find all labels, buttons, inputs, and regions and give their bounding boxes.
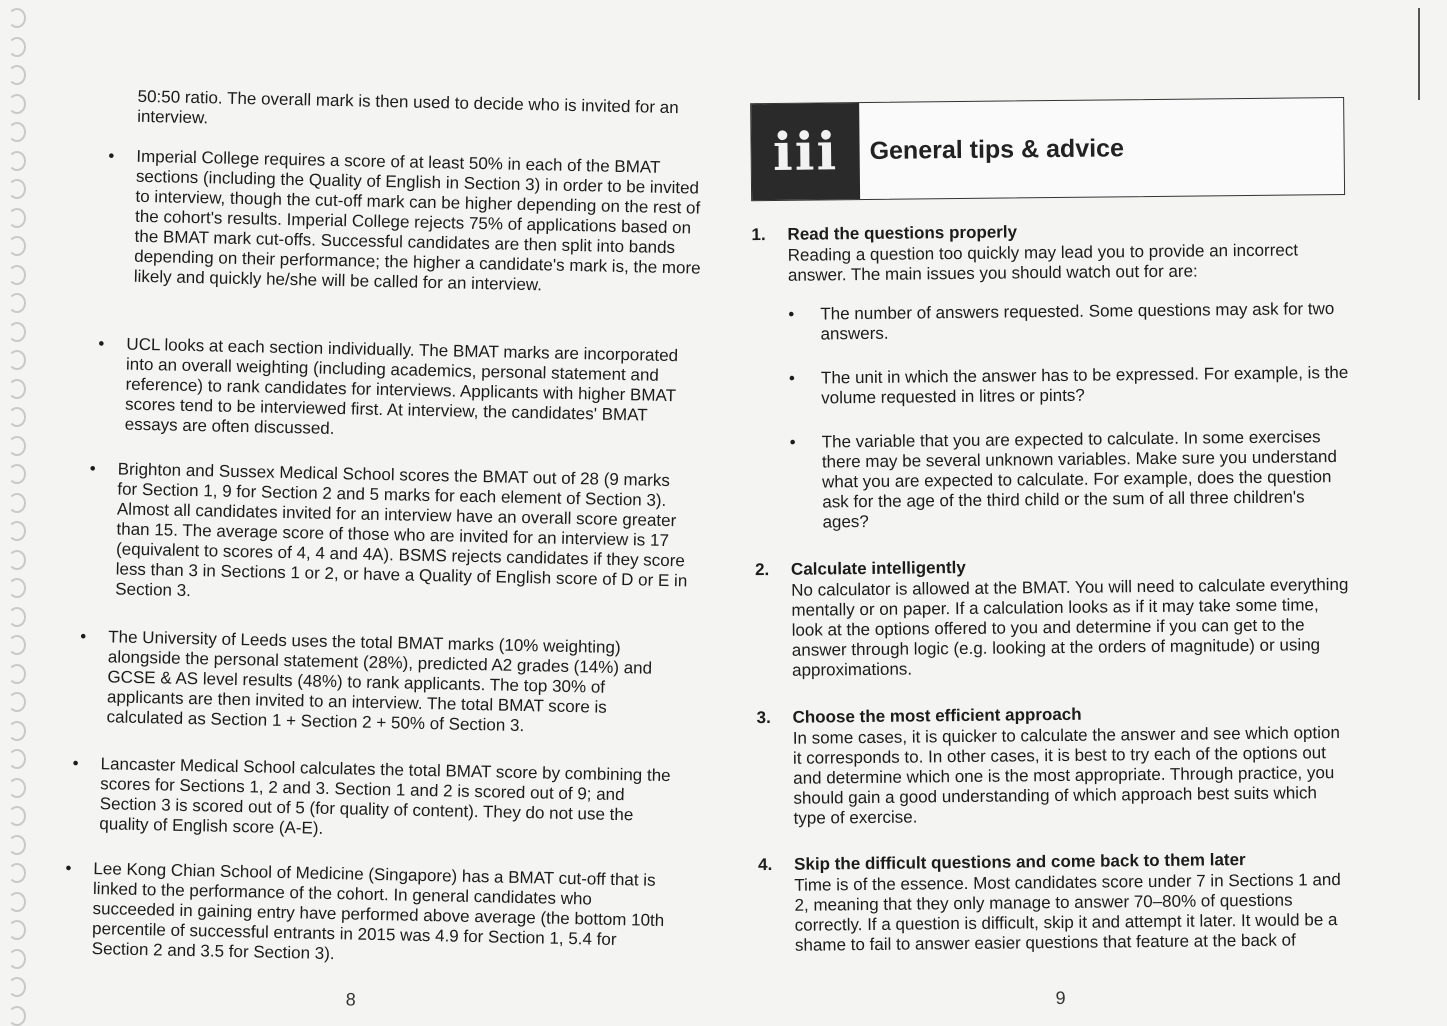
bullet-leeds	[80, 626, 683, 739]
bullet-text: The University of Leeds uses the total BMAT marks (10% weighting) alongside the personal statement (28%), predicted A2 grades (14%) and GCSE & AS level results (48%) to rank applicants. The top 30% of applicants are then invited to an interview. The total BMAT score is calculated as Section 1 + Section 2 + 50% of Section 3.	[106, 627, 653, 736]
spiral-binding	[0, 0, 40, 1023]
binding-ring-icon	[8, 778, 26, 798]
binding-ring-icon	[8, 350, 26, 370]
bullet-text: Lancaster Medical School calculates the total BMAT score by combining the scores for Sections 1, 2 and 3. Section 1 and 2 is scored out of 9; and Section 3 is scored out of 5 (for quality of content). They do not use the quality of English score (A-E).	[99, 754, 671, 838]
bullet-text: Lee Kong Chian School of Medicine (Singapore) has a BMAT cut-off that is linked to the performance of the cohort. In general candidates who succeeded in gaining entry have performed above average (the bottom 10th percentile of successful entrants in 2015 was 4.9 for Section 1, 5.4 for Section 2 and 3.5 for Section 3).	[91, 859, 665, 964]
binding-ring-icon	[8, 122, 26, 142]
bullet-text: UCL looks at each section individually. The BMAT marks are incorporated into an overall weighting (including academics, personal statement and reference) to rank candidates for interviews. Applicants with higher BMAT scores tend to be interviewed first. At interview, the candidates' BMAT essays are often discussed.	[124, 334, 679, 439]
binding-ring-icon	[8, 94, 26, 114]
binding-ring-icon	[8, 37, 26, 57]
sub-bullet-text: The number of answers requested. Some questions may ask for two answers.	[820, 299, 1335, 344]
binding-ring-icon	[8, 293, 26, 313]
tip-heading: Read the questions properly	[787, 222, 1018, 244]
binding-ring-icon	[8, 493, 26, 513]
bullet-brighton	[89, 458, 693, 611]
binding-ring-icon	[8, 550, 26, 570]
chapter-numeral-badge: iii	[751, 103, 860, 200]
binding-ring-icon	[8, 949, 26, 969]
binding-ring-icon	[8, 436, 26, 456]
bullet-ucl	[98, 334, 702, 447]
binding-ring-icon	[8, 607, 26, 627]
binding-ring-icon	[8, 863, 26, 883]
binding-ring-icon	[8, 322, 26, 342]
tip-number: 2.	[754, 560, 770, 580]
binding-ring-icon	[8, 721, 26, 741]
binding-ring-icon	[8, 749, 26, 769]
binding-ring-icon	[8, 664, 26, 684]
bullet-imperial	[108, 146, 712, 299]
binding-ring-icon	[8, 692, 26, 712]
tip-1-sub-bullet	[789, 427, 1351, 533]
bullet-dot-icon: •	[98, 334, 105, 354]
tip-heading: Calculate intelligently	[790, 557, 966, 579]
bullet-lancaster	[72, 753, 676, 846]
bullet-lee-kong-chian	[65, 858, 669, 971]
binding-ring-icon	[8, 920, 26, 940]
binding-ring-icon	[8, 8, 26, 28]
binding-ring-icon	[8, 407, 26, 427]
page-number-right: 9	[1055, 987, 1066, 1009]
bullet-dot-icon: •	[789, 432, 796, 452]
bullet-dot-icon: •	[80, 626, 87, 646]
bullet-dot-icon: •	[108, 146, 115, 166]
binding-ring-icon	[8, 208, 26, 228]
binding-ring-icon	[8, 892, 26, 912]
binding-ring-icon	[8, 464, 26, 484]
tip-1	[751, 219, 1351, 285]
bullet-dot-icon: •	[788, 368, 796, 388]
tip-2	[754, 554, 1355, 680]
tip-body: In some cases, it is quicker to calculate the answer and see which option it corresponds to. In other cases, it is best to try each of the options out and determine which one is the most appropriate. Through practice, you should gain a good understanding of which approach best suits which type of exercise.	[792, 723, 1340, 828]
tip-number: 4.	[757, 855, 773, 875]
tip-number: 3.	[756, 708, 771, 728]
tip-heading: Choose the most efficient approach	[792, 704, 1082, 727]
tip-body: Reading a question too quickly may lead you to provide an incorrect answer. The main issues you should watch out for are:	[787, 240, 1299, 285]
binding-ring-icon	[8, 265, 26, 285]
binding-ring-icon	[8, 806, 26, 826]
tip-1-sub-bullet	[788, 299, 1348, 345]
page-number-left: 8	[345, 989, 356, 1010]
chapter-title: General tips & advice	[869, 134, 1125, 165]
tip-heading: Skip the difficult questions and come back to them later	[793, 850, 1246, 874]
tip-3	[756, 702, 1356, 828]
binding-ring-icon	[8, 151, 26, 171]
binding-ring-icon	[8, 635, 26, 655]
page-edge-mark	[1418, 8, 1420, 100]
tip-4	[757, 849, 1358, 955]
sub-bullet-text: The variable that you are expected to calculate. In some exercises there may be several unknown variables. Make sure you understand what you are expected to calculate. For example, does the question ask for the age of the third child or the sum of all three children's ages?	[821, 427, 1337, 532]
binding-ring-icon	[8, 977, 26, 997]
binding-ring-icon	[8, 65, 26, 85]
bullet-dot-icon: •	[72, 753, 79, 773]
bullet-dot-icon: •	[65, 858, 72, 878]
bullet-text: Imperial College requires a score of at least 50% in each of the BMAT sections (including the Quality of English in Section 3) in order to be invited to interview, though the cut-off mark can be higher depending on the rest of the cohort's results. Imperial College rejects 75% of applications based on the BMAT mark cut-offs. Successful candidates are then split into bands depending on their performance; the higher a candidate's mark is, the more likely and quickly he/she will be called for an interview.	[133, 146, 701, 295]
bullet-dot-icon: •	[788, 304, 795, 324]
binding-ring-icon	[8, 578, 26, 598]
tip-1-sub-bullet	[788, 362, 1349, 409]
bullet-dot-icon: •	[89, 458, 96, 479]
sub-bullet-text: The unit in which the answer has to be expressed. For example, is the volume requested in litres or pints?	[820, 362, 1349, 408]
tip-body: No calculator is allowed at the BMAT. You will need to calculate everything mentally or on paper. If a calculation looks as if it may take some time, look at the options offered to you and determine if you can get to the answer through logic (e.g. looking at the orders of magnitude) or using approximations.	[791, 574, 1349, 680]
binding-ring-icon	[8, 236, 26, 256]
tip-body: Time is of the essence. Most candidates score under 7 in Sections 1 and 2, meaning that they only manage to answer 70–80% of questions correctly. If a question is difficult, skip it and attempt it later. It would be a shame to fail to answer easier questions that feature at the back of	[794, 870, 1341, 955]
left-page	[40, 73, 709, 1021]
right-page	[750, 87, 1370, 1013]
chapter-header	[750, 97, 1345, 201]
binding-ring-icon	[8, 521, 26, 541]
bullet-text: Brighton and Sussex Medical School scores the BMAT out of 28 (9 marks for Section 1, 9 for Section 2 and 5 marks for each element of Section 3). Almost all candidates invited for an interview have an overall score greater than 15. The average score of those who are invited for an interview is 17 (equivalent to scores of 4, 4 and 4A). BSMS rejects candidates if they score less than 3 in Sections 1 or 2, or have a Quality of English score of D or E in Section 3.	[115, 459, 688, 601]
binding-ring-icon	[8, 379, 26, 399]
continued-paragraph: 50:50 ratio. The overall mark is then used to decide who is invited for an interview.	[136, 86, 679, 128]
binding-ring-icon	[8, 835, 26, 855]
binding-ring-icon	[8, 179, 26, 199]
tip-number: 1.	[751, 225, 766, 245]
